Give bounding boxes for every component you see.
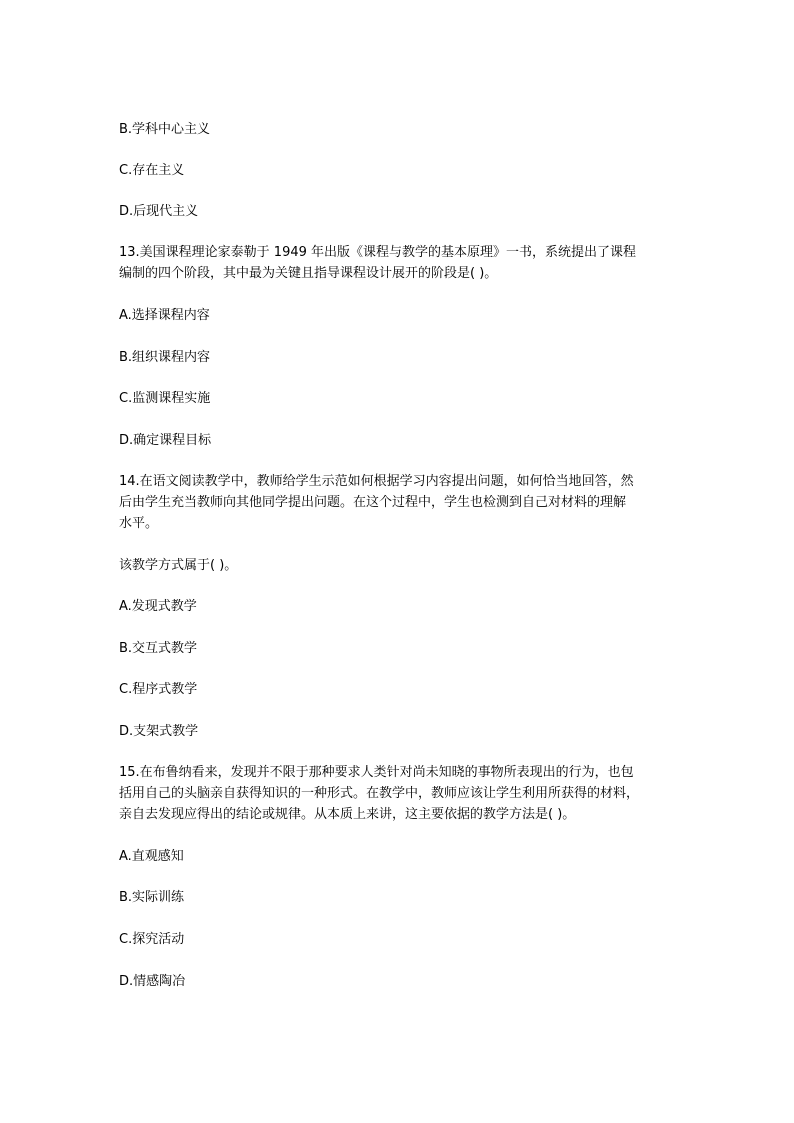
q15-option-d: D.情感陶冶 [119,974,186,989]
q13-option-c: C.监测课程实施 [119,391,211,406]
q15-stem-line3: 亲自去发现应得出的结论或规律。从本质上来讲，这主要依据的教学方法是( )。 [119,807,576,822]
q12-option-d: D.后现代主义 [119,204,199,219]
q14-option-c: C.程序式教学 [119,682,198,697]
q14-option-b: B.交互式教学 [119,641,198,656]
q15-stem-line1: 15.在布鲁纳看来，发现并不限于那种要求人类针对尚未知晓的事物所表现出的行为，也包 [119,765,634,780]
q15-option-c: C.探究活动 [119,932,185,947]
q13-stem-line2: 编制的四个阶段，其中最为关键且指导课程设计展开的阶段是( )。 [119,266,498,281]
q14-prompt: 该教学方式属于( )。 [119,558,238,573]
q14-option-d: D.支架式教学 [119,724,199,739]
q14-option-a: A.发现式教学 [119,599,197,614]
q14-stem-line1: 14.在语文阅读教学中，教师给学生示范如何根据学习内容提出问题，如何恰当地回答，然 [119,474,634,489]
q12-option-c: C.存在主义 [119,163,185,178]
q14-stem-line2: 后由学生充当教师向其他同学提出问题。在这个过程中，学生也检测到自己对材料的理解 [119,495,627,510]
q13-option-a: A.选择课程内容 [119,308,210,323]
q15-stem-line2: 括用自己的头脑亲自获得知识的一种形式。在教学中，教师应该让学生利用所获得的材料， [119,786,640,801]
q13-option-d: D.确定课程目标 [119,433,212,448]
q15-option-b: B.实际训练 [119,890,185,905]
q13-stem-line1: 13.美国课程理论家泰勒于 1949 年出版《课程与教学的基本原理》一书，系统提出了课程 [119,245,637,260]
q12-option-b: B.学科中心主义 [119,122,211,137]
q14-stem-line3: 水平。 [119,516,159,531]
q15-option-a: A.直观感知 [119,849,184,864]
q13-option-b: B.组织课程内容 [119,350,211,365]
